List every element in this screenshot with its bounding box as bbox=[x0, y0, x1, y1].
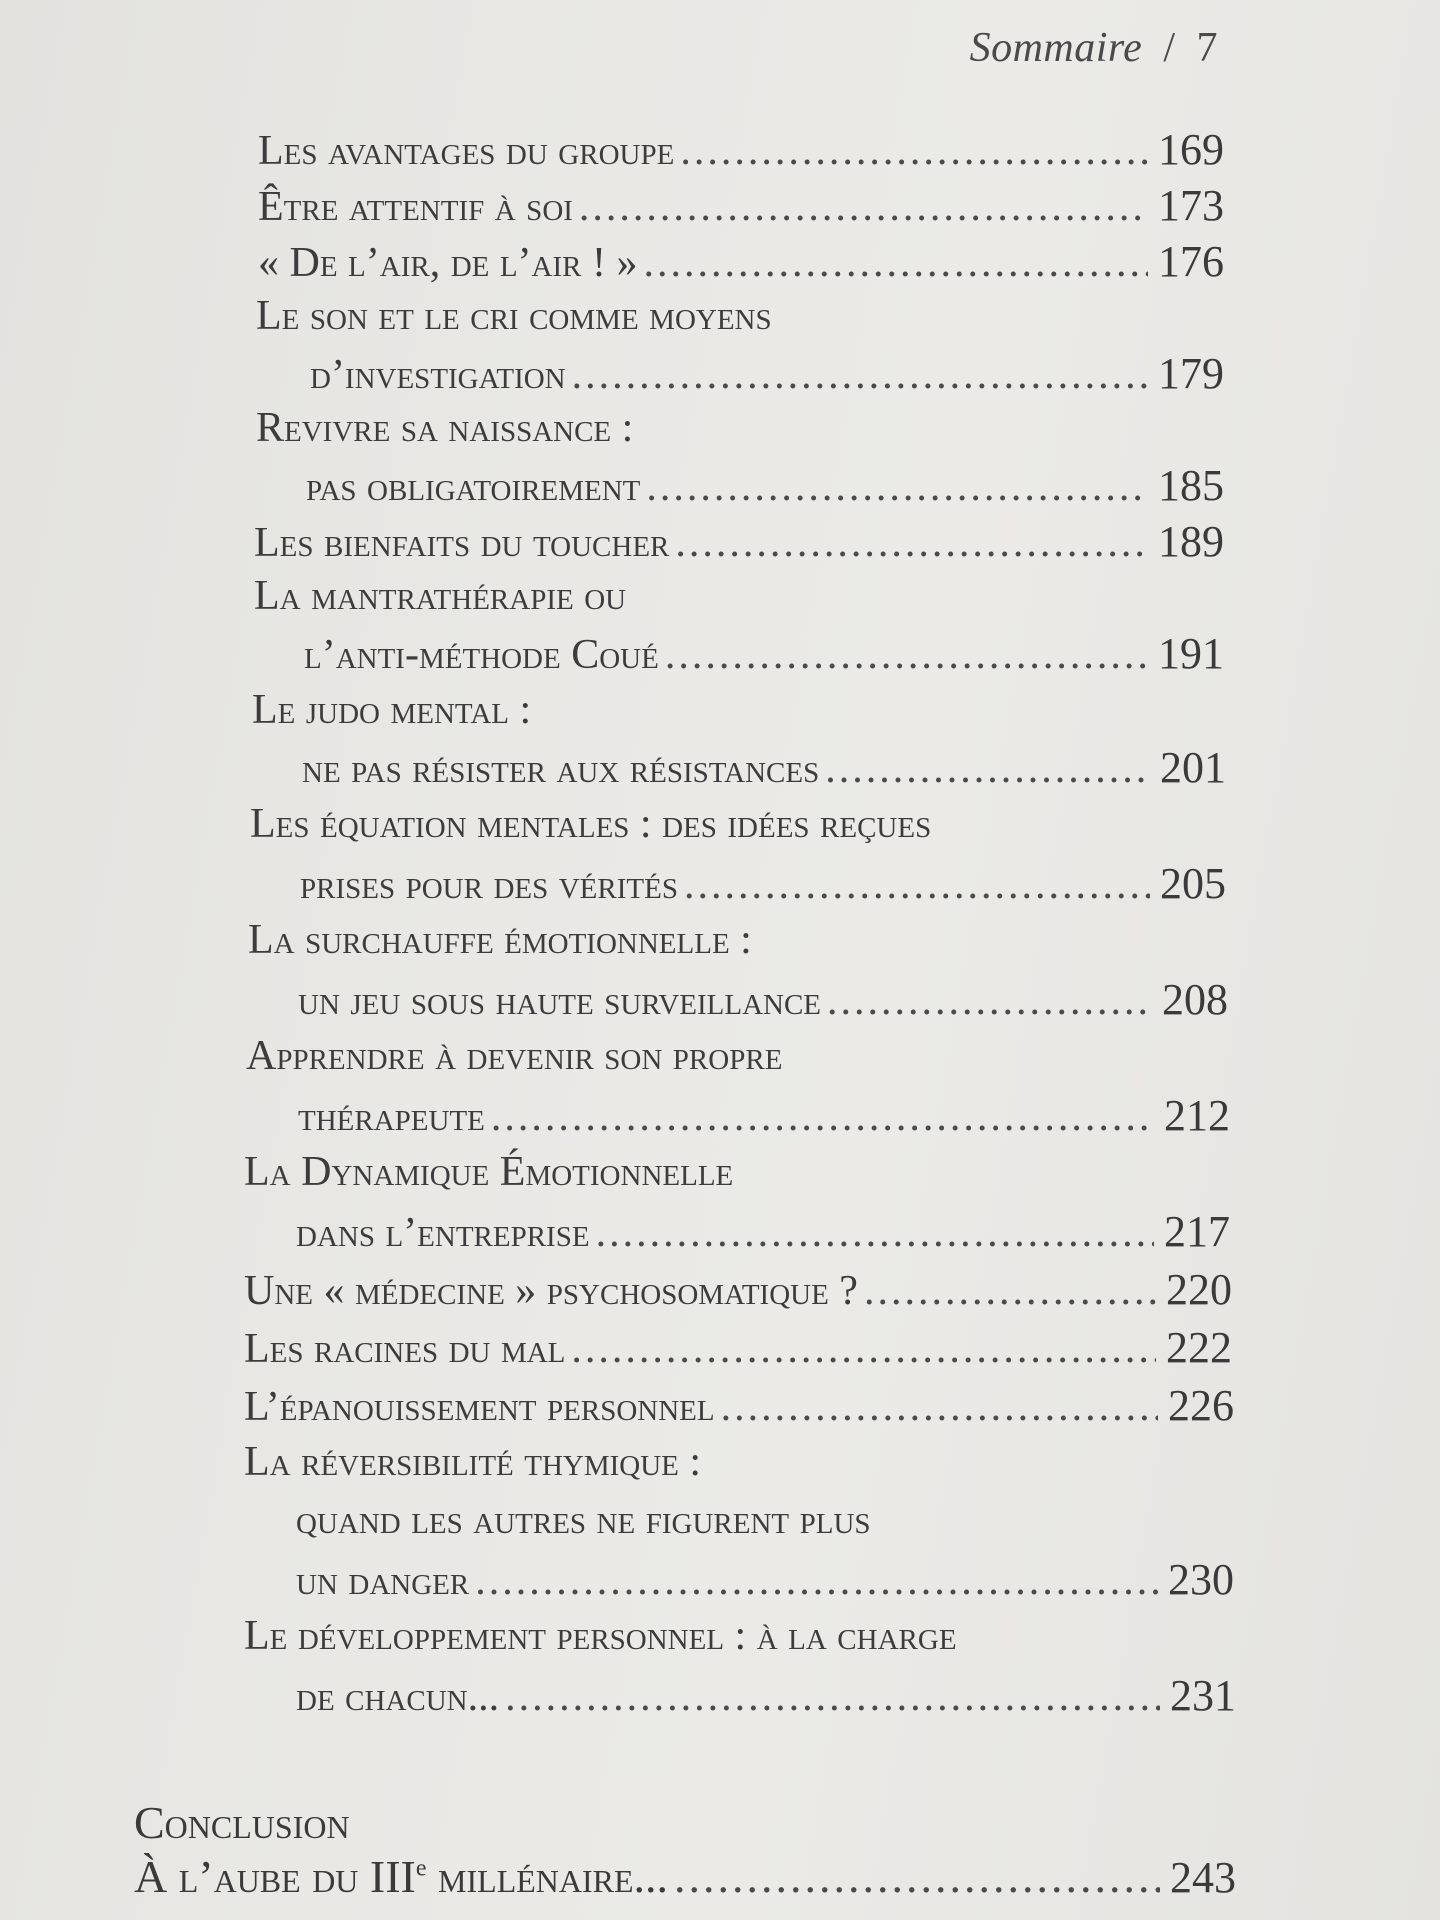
leader-dots bbox=[675, 519, 1148, 567]
toc-entry-page: 220 bbox=[1166, 1265, 1232, 1314]
toc-entry-continuation bbox=[300, 858, 1226, 914]
toc-entry bbox=[248, 916, 1228, 972]
toc-entry-page: 169 bbox=[1158, 125, 1224, 174]
toc-entry-title-continuation: de chacun... bbox=[296, 1674, 500, 1720]
leader-dots bbox=[505, 1673, 1160, 1721]
toc-entry-continuation bbox=[306, 460, 1224, 516]
toc-entry-title-continuation: prises pour des vérités bbox=[300, 862, 678, 908]
toc-entry-page: 212 bbox=[1164, 1091, 1230, 1140]
toc-entry-page: 222 bbox=[1166, 1323, 1232, 1372]
toc-entry-title: Le judo mental : bbox=[252, 687, 532, 733]
toc-entry-title: La Dynamique Émotionnelle bbox=[244, 1149, 734, 1195]
toc-entry-continuation bbox=[296, 1496, 1234, 1552]
toc-entry-title-continuation: pas obligatoirement bbox=[306, 464, 641, 510]
leader-dots bbox=[491, 1093, 1154, 1141]
toc-entry-continuation bbox=[296, 1554, 1234, 1610]
chapter-subtitle bbox=[134, 1850, 668, 1903]
toc-entry-page: 201 bbox=[1160, 743, 1226, 792]
toc-entry-title: « De l’air, de l’air ! » bbox=[258, 240, 638, 286]
toc-entry-page: 176 bbox=[1158, 237, 1224, 286]
toc-entry bbox=[244, 1612, 1236, 1668]
toc-entry-continuation bbox=[304, 628, 1224, 684]
toc-entry bbox=[246, 1032, 1228, 1088]
toc-entry-continuation bbox=[296, 1670, 1236, 1726]
toc-entry-title-continuation: un danger bbox=[296, 1558, 470, 1604]
toc-entry bbox=[244, 1438, 1234, 1494]
toc-entry bbox=[244, 1264, 1232, 1320]
toc-entry-page: 173 bbox=[1158, 181, 1224, 230]
running-head-page-number: 7 bbox=[1196, 25, 1218, 71]
leader-dots bbox=[643, 239, 1148, 287]
toc-entry-title: La réversibilité thymique : bbox=[244, 1439, 702, 1485]
toc-entry bbox=[244, 1148, 1230, 1204]
chapter-page: 243 bbox=[1170, 1853, 1236, 1902]
toc-entry bbox=[244, 1380, 1234, 1436]
toc-entry bbox=[244, 1322, 1232, 1378]
toc-entry-page: 230 bbox=[1168, 1555, 1234, 1604]
chapter-subtitle-suffix: millénaire... bbox=[426, 1851, 669, 1902]
toc-entry bbox=[250, 800, 1226, 856]
toc-entry-page: 208 bbox=[1162, 975, 1228, 1024]
leader-dots bbox=[475, 1557, 1158, 1605]
toc-entry-title-continuation: ne pas résister aux résistances bbox=[302, 746, 820, 792]
toc-entry-title-continuation: l’anti-méthode Coué bbox=[304, 632, 659, 678]
toc-entry bbox=[258, 236, 1224, 292]
toc-entry-page: 191 bbox=[1158, 629, 1224, 678]
toc-entry-title: Les bienfaits du toucher bbox=[254, 520, 670, 566]
toc-entry-title: Les équation mentales : des idées reçues bbox=[250, 801, 932, 847]
toc-entry-continuation bbox=[298, 1090, 1230, 1146]
toc-entry-title: Apprendre à devenir son propre bbox=[246, 1033, 783, 1079]
leader-dots bbox=[864, 1267, 1156, 1315]
leader-dots bbox=[665, 631, 1148, 679]
toc-entry bbox=[258, 124, 1224, 180]
toc-entry bbox=[252, 686, 1224, 742]
chapter-subtitle-prefix: À l’aube du III bbox=[134, 1851, 416, 1902]
leader-dots bbox=[571, 1325, 1156, 1373]
toc-entry-title: Une « médecine » psychosomatique ? bbox=[244, 1268, 858, 1314]
chapter-heading bbox=[134, 1796, 1236, 1852]
toc-entry-title: Le développement personnel : à la charge bbox=[244, 1613, 957, 1659]
leader-dots bbox=[596, 1209, 1154, 1257]
leader-dots bbox=[684, 861, 1150, 909]
toc-entry bbox=[258, 180, 1224, 236]
leader-dots bbox=[825, 745, 1150, 793]
toc-entry-page: 189 bbox=[1158, 517, 1224, 566]
toc-entry-page: 231 bbox=[1170, 1671, 1236, 1720]
toc-entry-page: 217 bbox=[1164, 1207, 1230, 1256]
leader-dots bbox=[827, 977, 1152, 1025]
leader-dots bbox=[646, 463, 1148, 511]
toc-entry-page: 205 bbox=[1160, 859, 1226, 908]
leader-dots bbox=[579, 183, 1148, 231]
toc-entry-title: Être attentif à soi bbox=[258, 184, 573, 230]
toc-entry-title-continuation: d’investigation bbox=[310, 352, 566, 398]
chapter-title: Conclusion bbox=[134, 1797, 350, 1848]
toc-entry-title: La mantrathérapie ou bbox=[254, 573, 627, 619]
toc-entry-continuation bbox=[310, 348, 1224, 404]
leader-dots bbox=[572, 351, 1148, 399]
chapter-subtitle-superscript: e bbox=[415, 1855, 427, 1882]
toc-entry-page: 179 bbox=[1158, 349, 1224, 398]
toc-entry-continuation bbox=[298, 974, 1228, 1030]
leader-dots bbox=[721, 1383, 1158, 1431]
toc-entry-page: 226 bbox=[1168, 1381, 1234, 1430]
toc-entry bbox=[254, 516, 1224, 572]
toc-entry-title-continuation: un jeu sous haute surveillance bbox=[298, 978, 822, 1024]
toc-entry bbox=[256, 292, 1224, 348]
toc-entry-title: Revivre sa naissance : bbox=[256, 405, 634, 451]
toc-entry-title: Le son et le cri comme moyens bbox=[256, 293, 772, 339]
toc-entry-title-continuation: quand les autres ne figurent plus bbox=[296, 1497, 871, 1543]
toc-entry-title-continuation: dans l’entreprise bbox=[296, 1210, 590, 1256]
leader-dots bbox=[674, 1850, 1160, 1903]
chapter-entry bbox=[134, 1850, 1236, 1906]
toc-entry-title: Les avantages du groupe bbox=[258, 128, 675, 174]
toc-entry-title-continuation: thérapeute bbox=[298, 1094, 485, 1140]
toc-entry bbox=[256, 404, 1224, 460]
toc-entry-title: Les racines du mal bbox=[244, 1326, 566, 1372]
toc-entry-page: 185 bbox=[1158, 461, 1224, 510]
running-head-title: Sommaire bbox=[969, 25, 1143, 71]
leader-dots bbox=[680, 127, 1148, 175]
toc-entry-title: L’épanouissement personnel bbox=[244, 1384, 715, 1430]
toc-entry-continuation bbox=[296, 1206, 1230, 1262]
running-head-separator: / bbox=[1163, 25, 1176, 71]
toc-entry-continuation bbox=[302, 742, 1226, 798]
toc-entry bbox=[254, 572, 1224, 628]
toc-entry-title: La surchauffe émotionnelle : bbox=[248, 917, 752, 963]
